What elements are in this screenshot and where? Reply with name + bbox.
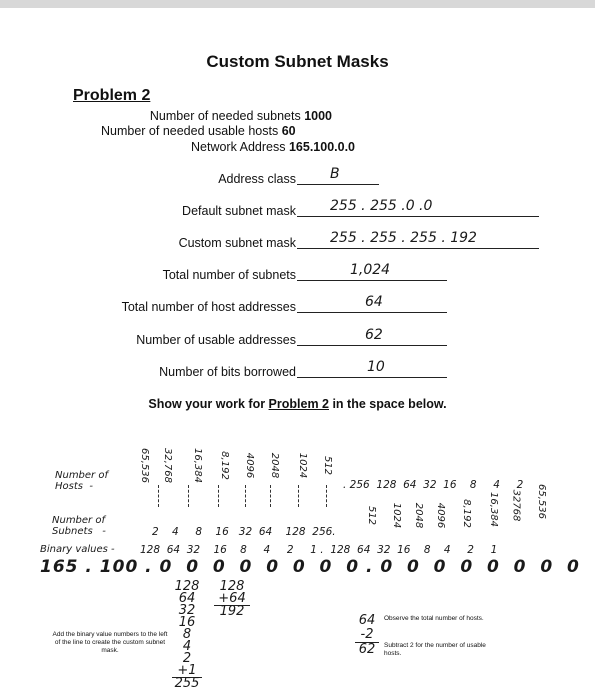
subnet-value: 512 bbox=[366, 505, 378, 526]
guide-line bbox=[326, 485, 327, 507]
subnet-value: 4096 bbox=[435, 502, 447, 529]
answer-line bbox=[297, 345, 447, 346]
given-value: 60 bbox=[281, 124, 296, 138]
instruction-text: in the space below. bbox=[328, 397, 447, 411]
page-title: Custom Subnet Masks bbox=[206, 52, 389, 71]
answer-line bbox=[297, 184, 379, 185]
sum-item: 16 bbox=[178, 615, 196, 630]
sum-total: 192 bbox=[219, 604, 245, 619]
guide-line bbox=[158, 485, 159, 507]
guide-line bbox=[270, 485, 271, 507]
host-value: 512 bbox=[322, 455, 334, 476]
given-hosts bbox=[101, 124, 296, 138]
problem-heading: Problem 2 bbox=[73, 87, 151, 104]
subnet-value: 8,192 bbox=[460, 499, 472, 528]
given-label: Number of needed usable hosts bbox=[101, 124, 279, 138]
problem-reference: Problem 2 bbox=[268, 397, 329, 411]
sum2-column bbox=[214, 581, 250, 618]
answer-line bbox=[297, 280, 447, 281]
field-label: Total number of host addresses bbox=[121, 300, 296, 314]
answer-value: 1,024 bbox=[350, 262, 391, 278]
hosts-label: Number of Hosts - bbox=[55, 470, 108, 492]
subnet-value: 65,536 bbox=[536, 484, 547, 519]
field-label: Total number of subnets bbox=[162, 268, 296, 282]
answer-value: 255 . 255 .0 .0 bbox=[330, 198, 433, 214]
sum-column bbox=[172, 581, 202, 690]
answer-value: 64 bbox=[365, 294, 383, 310]
show-work-instruction bbox=[0, 397, 595, 411]
answer-line bbox=[297, 377, 447, 378]
sum-item: 2 bbox=[182, 651, 192, 666]
hosts-right-row: . 256 128 64 32 16 8 4 2 bbox=[343, 479, 524, 491]
subnet-value: 2048 bbox=[413, 502, 425, 529]
guide-line bbox=[218, 485, 219, 507]
sum-item: +64 bbox=[214, 593, 250, 606]
subtract-note: Subtract 2 for the number of usable hosts. bbox=[384, 642, 486, 657]
sum-item: 32 bbox=[178, 603, 196, 618]
subnet-value: 1024 bbox=[391, 502, 403, 529]
host-value: 8,192 bbox=[218, 451, 230, 480]
given-label: Number of needed subnets bbox=[149, 109, 301, 123]
subnet-value: 16,384 bbox=[488, 492, 499, 527]
address-row: 165 . 100 . 0 0 0 0 0 0 0 0 . 0 0 0 0 0 0 0 0 bbox=[40, 557, 580, 577]
observe-note: Observe the total number of hosts. bbox=[384, 615, 484, 622]
field-label: Custom subnet mask bbox=[178, 236, 296, 250]
instruction-text: Show your work for bbox=[148, 397, 269, 411]
binary-label: Binary values - bbox=[40, 544, 115, 555]
sum-item: 64 bbox=[178, 591, 196, 606]
answer-value: 62 bbox=[365, 327, 383, 343]
sum-item: 128 bbox=[174, 579, 200, 594]
host-value: 4096 bbox=[244, 452, 256, 479]
sum-item: 128 bbox=[219, 579, 245, 594]
field-label: Number of usable addresses bbox=[136, 333, 296, 347]
answer-value: 10 bbox=[367, 359, 385, 375]
subnets-left-row: 2 4 8 16 32 64 128 256. bbox=[152, 526, 336, 538]
binary-row: 128 64 32 16 8 4 2 1 . 128 64 32 16 8 4 2 1 bbox=[140, 544, 498, 556]
sum-item: 4 bbox=[182, 639, 192, 654]
host-value: 1024 bbox=[297, 452, 309, 479]
host-value: 32,768 bbox=[162, 448, 173, 483]
given-subnets bbox=[150, 109, 332, 123]
subtract-calc bbox=[355, 614, 379, 657]
field-label: Default subnet mask bbox=[182, 204, 296, 218]
sum-total: 255 bbox=[174, 676, 200, 691]
subnets-label: Number of Subnets - bbox=[52, 515, 106, 537]
top-bar bbox=[0, 0, 595, 8]
calc-item: -2 bbox=[355, 628, 379, 643]
calc-item: 64 bbox=[358, 613, 376, 628]
guide-line bbox=[245, 485, 246, 507]
field-label: Number of bits borrowed bbox=[159, 365, 296, 379]
answer-line bbox=[297, 216, 539, 217]
given-label: Network Address bbox=[191, 140, 286, 154]
guide-line bbox=[298, 485, 299, 507]
guide-line bbox=[188, 485, 189, 507]
answer-line bbox=[297, 312, 447, 313]
add-note: Add the binary value numbers to the left of the line to create the custom subnet mask. bbox=[52, 631, 168, 654]
host-value: 2048 bbox=[269, 452, 281, 479]
answer-value: 255 . 255 . 255 . 192 bbox=[330, 230, 477, 246]
host-value: 65,536 bbox=[139, 448, 150, 483]
calc-result: 62 bbox=[358, 642, 376, 657]
answer-value: B bbox=[330, 166, 340, 182]
sum-item: 8 bbox=[182, 627, 192, 642]
given-network bbox=[191, 140, 355, 154]
given-value: 1000 bbox=[304, 109, 332, 123]
subnet-value: 32768 bbox=[510, 489, 522, 522]
sum-item: +1 bbox=[172, 665, 202, 678]
host-value: 16,384 bbox=[192, 448, 203, 483]
answer-line bbox=[297, 248, 539, 249]
given-value: 165.100.0.0 bbox=[288, 140, 356, 154]
field-label: Address class bbox=[218, 172, 296, 186]
